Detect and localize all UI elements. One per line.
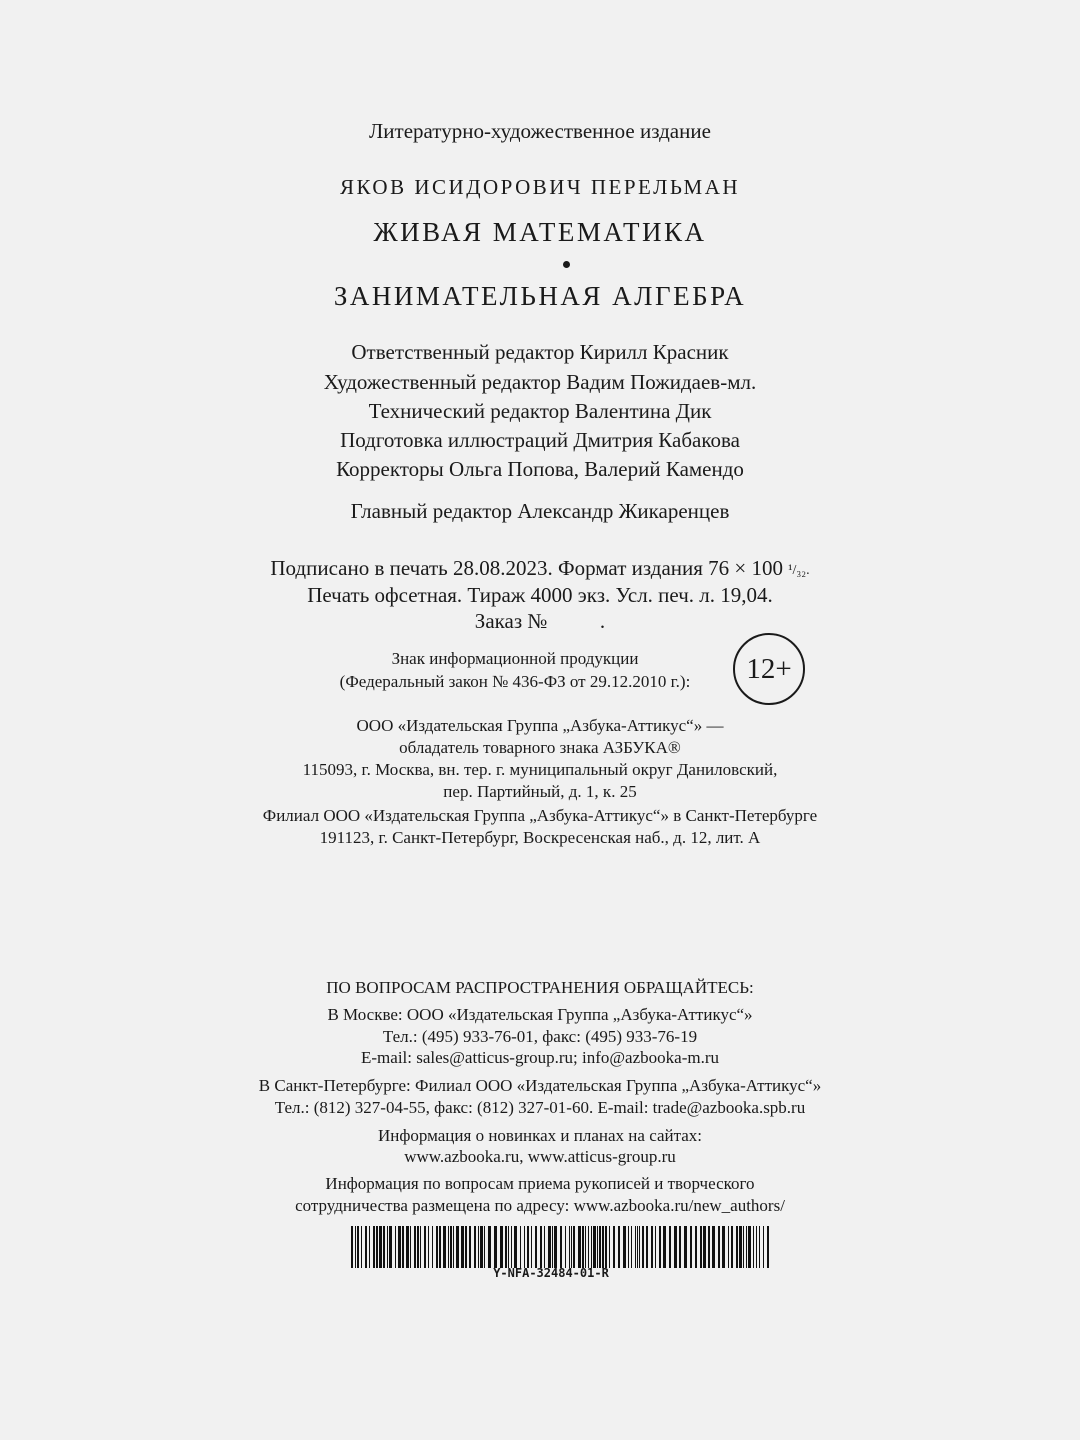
barcode-bar bbox=[631, 1226, 632, 1268]
barcode-bar bbox=[642, 1226, 644, 1268]
barcode-bar bbox=[578, 1226, 581, 1268]
barcode-bar bbox=[597, 1226, 598, 1268]
barcode-bar bbox=[369, 1226, 370, 1268]
barcode-bar bbox=[524, 1226, 525, 1268]
barcode-bar bbox=[428, 1226, 429, 1268]
barcode-bar bbox=[571, 1226, 572, 1268]
book-title-1: ЖИВАЯ МАТЕМАТИКА bbox=[373, 217, 707, 247]
barcode-bar bbox=[474, 1226, 476, 1268]
barcode-bar bbox=[623, 1226, 626, 1268]
barcode-bar bbox=[520, 1226, 521, 1268]
credit-line: Художественный редактор Вадим Пожидаев-мл. bbox=[323, 370, 757, 394]
barcode-bar bbox=[389, 1226, 392, 1268]
age-rating-label: Знак информационной продукции bbox=[391, 649, 639, 668]
distribution-moscow-line: В Москве: ООО «Издательская Группа „Азбука-Аттикус“» bbox=[327, 1005, 753, 1024]
barcode-bar bbox=[387, 1226, 388, 1268]
barcode-bar bbox=[410, 1226, 411, 1268]
barcode-bar bbox=[420, 1226, 421, 1268]
print-signed-line bbox=[0, 556, 1080, 581]
publisher-line: обладатель товарного знака АЗБУКА® bbox=[399, 738, 681, 757]
barcode-bar bbox=[569, 1226, 570, 1268]
barcode-bar bbox=[763, 1226, 764, 1268]
barcode-bar bbox=[424, 1226, 426, 1268]
print-details-line: Печать офсетная. Тираж 4000 экз. Усл. печ. л. 19,04. bbox=[307, 583, 773, 607]
format-fraction: ¹/₃₂. bbox=[788, 563, 810, 578]
barcode-bar bbox=[593, 1226, 596, 1268]
barcode-bar bbox=[436, 1226, 438, 1268]
barcode-bar bbox=[637, 1226, 638, 1268]
barcode-bar bbox=[508, 1226, 509, 1268]
barcode-bar bbox=[361, 1226, 362, 1268]
credit-line: Подготовка иллюстраций Дмитрия Кабакова bbox=[340, 428, 740, 452]
barcode-bar bbox=[448, 1226, 449, 1268]
barcode-bar bbox=[469, 1226, 471, 1268]
barcode-bar bbox=[443, 1226, 446, 1268]
barcode-bar bbox=[379, 1226, 382, 1268]
barcode-bar bbox=[548, 1226, 551, 1268]
barcode-bar bbox=[494, 1226, 497, 1268]
barcode-bar bbox=[398, 1226, 401, 1268]
barcode-bar bbox=[351, 1226, 353, 1268]
barcode-bar bbox=[406, 1226, 409, 1268]
barcode-bar bbox=[703, 1226, 706, 1268]
barcode-bar bbox=[484, 1226, 485, 1268]
barcode-bar bbox=[465, 1226, 467, 1268]
credit-line: Технический редактор Валентина Дик bbox=[368, 399, 712, 423]
barcode-bar bbox=[365, 1226, 367, 1268]
distribution-spb-line: В Санкт-Петербурге: Филиал ООО «Издательская Группа „Азбука-Аттикус“» bbox=[258, 1076, 822, 1095]
authors-info-line: сотрудничества размещена по адресу: www.azbooka.ru/new_authors/ bbox=[295, 1196, 785, 1215]
barcode-bar bbox=[663, 1226, 666, 1268]
barcode-bar bbox=[602, 1226, 604, 1268]
barcode-bar bbox=[511, 1226, 512, 1268]
barcode-bar bbox=[488, 1226, 491, 1268]
barcode-bar bbox=[432, 1226, 433, 1268]
barcode-bar bbox=[395, 1226, 396, 1268]
barcode-bar bbox=[582, 1226, 584, 1268]
barcode-bar bbox=[753, 1226, 754, 1268]
barcode-bar bbox=[690, 1226, 692, 1268]
barcode-bar bbox=[514, 1226, 517, 1268]
barcode-bar bbox=[540, 1226, 542, 1268]
barcode-bar bbox=[635, 1226, 636, 1268]
barcode-bar bbox=[708, 1226, 710, 1268]
barcode-bar bbox=[450, 1226, 452, 1268]
barcode-bar bbox=[505, 1226, 507, 1268]
publisher-line: пер. Партийный, д. 1, к. 25 bbox=[443, 782, 637, 801]
barcode-bar bbox=[756, 1226, 757, 1268]
sites-info-line: www.azbooka.ru, www.atticus-group.ru bbox=[404, 1147, 676, 1166]
barcode-bar bbox=[746, 1226, 747, 1268]
sites-info-line: Информация о новинках и планах на сайтах: bbox=[377, 1126, 702, 1145]
barcode-bar bbox=[478, 1226, 479, 1268]
barcode-bar bbox=[414, 1226, 416, 1268]
barcode-bar bbox=[759, 1226, 760, 1268]
barcode-bar bbox=[439, 1226, 441, 1268]
barcode-bar bbox=[535, 1226, 537, 1268]
barcode-bar bbox=[731, 1226, 733, 1268]
barcode-bar bbox=[679, 1226, 681, 1268]
book-title-2: ЗАНИМАТЕЛЬНАЯ АЛГЕБРА bbox=[333, 281, 747, 311]
distribution-heading: ПО ВОПРОСАМ РАСПРОСТРАНЕНИЯ ОБРАЩАЙТЕСЬ: bbox=[326, 978, 754, 997]
barcode-bar bbox=[722, 1226, 725, 1268]
barcode-bar bbox=[736, 1226, 738, 1268]
barcode-bar bbox=[565, 1226, 566, 1268]
barcode-bar bbox=[718, 1226, 720, 1268]
barcode-bar bbox=[585, 1226, 586, 1268]
barcode-bar bbox=[599, 1226, 601, 1268]
barcode-bar bbox=[573, 1226, 575, 1268]
genre-label: Литературно-художественное издание bbox=[369, 119, 711, 143]
barcode-bar bbox=[613, 1226, 615, 1268]
distribution-moscow-line: E-mail: sales@atticus-group.ru; info@azbooka-m.ru bbox=[361, 1048, 719, 1067]
barcode-bar bbox=[480, 1226, 483, 1268]
publisher-line: 115093, г. Москва, вн. тер. г. муниципальный округ Даниловский, bbox=[302, 760, 778, 779]
barcode-bar bbox=[417, 1226, 419, 1268]
barcode-bar bbox=[456, 1226, 459, 1268]
barcode-bar bbox=[376, 1226, 378, 1268]
barcode-bar bbox=[739, 1226, 742, 1268]
barcode-bar bbox=[531, 1226, 532, 1268]
barcode-bar bbox=[453, 1226, 454, 1268]
title-separator-dot bbox=[563, 261, 570, 268]
credit-line: Корректоры Ольга Попова, Валерий Камендо bbox=[336, 457, 744, 481]
barcode-bar bbox=[383, 1226, 385, 1268]
distribution-spb-line: Тел.: (812) 327-04-55, факс: (812) 327-01-60. E-mail: trade@azbooka.spb.ru bbox=[274, 1098, 806, 1117]
barcode-bar bbox=[552, 1226, 553, 1268]
barcode-bar bbox=[743, 1226, 744, 1268]
order-number-line: Заказ № . bbox=[474, 609, 606, 633]
authors-info-line: Информация по вопросам приема рукописей и творческого bbox=[325, 1174, 755, 1193]
barcode-bar bbox=[712, 1226, 715, 1268]
barcode-bar bbox=[659, 1226, 661, 1268]
barcode-bar bbox=[669, 1226, 671, 1268]
barcode-bar bbox=[527, 1226, 529, 1268]
barcode-bar bbox=[357, 1226, 359, 1268]
barcode-code: Y-NFA-32484-01-R bbox=[493, 1266, 609, 1280]
chief-editor-line: Главный редактор Александр Жикаренцев bbox=[350, 499, 730, 523]
barcode-bar bbox=[639, 1226, 640, 1268]
barcode-bar bbox=[588, 1226, 589, 1268]
barcode-bar bbox=[655, 1226, 656, 1268]
print-signed-text: Подписано в печать 28.08.2023. Формат издания 76 × 100 bbox=[270, 556, 789, 580]
barcode-bar bbox=[591, 1226, 592, 1268]
barcode-bar bbox=[651, 1226, 653, 1268]
barcode-image bbox=[351, 1226, 773, 1268]
barcode-bar bbox=[618, 1226, 620, 1268]
distribution-moscow-line: Тел.: (495) 933-76-01, факс: (495) 933-76-19 bbox=[382, 1027, 698, 1046]
branch-line: Филиал ООО «Издательская Группа „Азбука-Аттикус“» в Санкт-Петербурге bbox=[262, 806, 818, 825]
publisher-line: ООО «Издательская Группа „Азбука-Аттикус“» — bbox=[356, 716, 724, 735]
author-name: ЯКОВ ИСИДОРОВИЧ ПЕРЕЛЬМАН bbox=[339, 175, 741, 199]
credit-line: Ответственный редактор Кирилл Красник bbox=[351, 340, 729, 364]
barcode-bar bbox=[355, 1226, 356, 1268]
barcode-bar bbox=[674, 1226, 677, 1268]
barcode-bar bbox=[684, 1226, 687, 1268]
barcode-bar bbox=[748, 1226, 751, 1268]
barcode-bar bbox=[695, 1226, 697, 1268]
barcode-bar bbox=[500, 1226, 503, 1268]
barcode-bar bbox=[646, 1226, 648, 1268]
barcode-bar bbox=[728, 1226, 729, 1268]
age-rating-law: (Федеральный закон № 436-ФЗ от 29.12.2010 г.): bbox=[339, 672, 691, 691]
barcode-bar bbox=[700, 1226, 702, 1268]
age-rating-badge: 12+ bbox=[733, 633, 805, 705]
barcode-bar bbox=[461, 1226, 464, 1268]
barcode-bar bbox=[373, 1226, 375, 1268]
barcode-bar bbox=[767, 1226, 769, 1268]
barcode-bar bbox=[554, 1226, 557, 1268]
barcode-bar bbox=[628, 1226, 629, 1268]
branch-line: 191123, г. Санкт-Петербург, Воскресенская наб., д. 12, лит. А bbox=[319, 828, 761, 847]
barcode-bar bbox=[609, 1226, 610, 1268]
barcode-bar bbox=[402, 1226, 404, 1268]
barcode-bar bbox=[605, 1226, 607, 1268]
barcode-bar bbox=[544, 1226, 545, 1268]
barcode-bar bbox=[560, 1226, 562, 1268]
